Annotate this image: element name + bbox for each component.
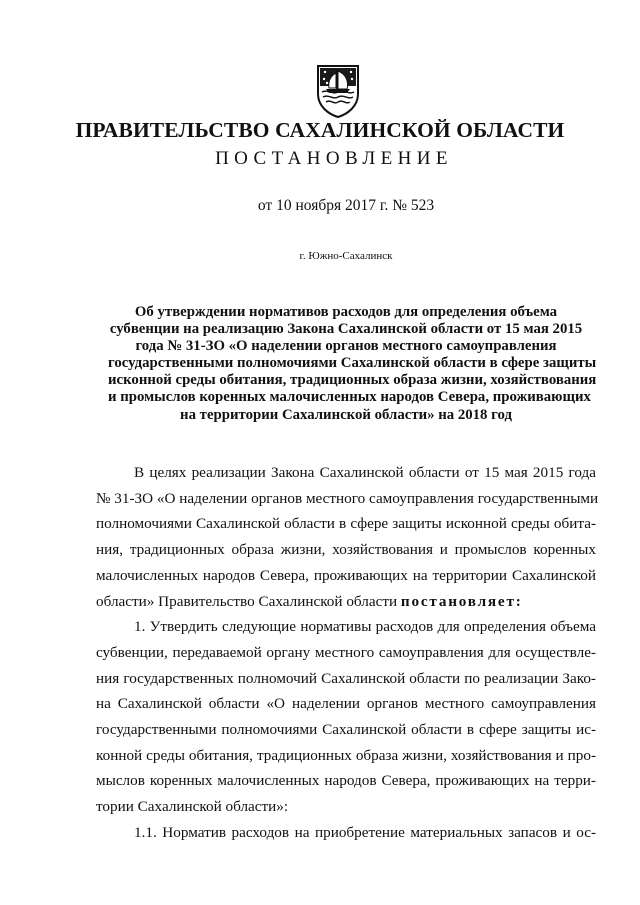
body-line: государственными полномочиями Сахалинской области в сфере защиты ис- [96, 721, 596, 739]
document-body [96, 460, 599, 846]
coat-of-arms-icon [316, 64, 360, 118]
paragraph-item-1 [96, 614, 596, 820]
body-line: тории Сахалинской области»: [96, 798, 289, 816]
organization-name: ПРАВИТЕЛЬСТВО САХАЛИНСКОЙ ОБЛАСТИ [75, 118, 565, 142]
paragraph-item-1-1 [96, 820, 596, 846]
resolves-keyword: постановляет: [400, 592, 523, 610]
body-line-text: области» Правительство Сахалинской области [96, 592, 401, 610]
title-line: и промыслов коренных малочисленных народов Севера, проживающих [108, 389, 591, 406]
title-line: субвенции на реализацию Закона Сахалинской области от 15 мая 2015 [109, 321, 583, 338]
paragraph-preamble [96, 460, 599, 614]
document-type: ПОСТАНОВЛЕНИЕ [215, 148, 453, 169]
body-line: конной среды обитания, традиционных образа жизни, хозяйствования и про- [96, 746, 596, 764]
body-line: малочисленных народов Севера, проживающих на территории Сахалинской [96, 566, 596, 584]
body-line: полномочиями Сахалинской области в сфере защиты исконной среды обита- [96, 515, 596, 533]
body-line: 1. Утвердить следующие нормативы расходов для определения объема [134, 618, 596, 636]
body-line [96, 589, 596, 615]
body-line: № 31-ЗО «О наделении органов местного самоуправления государственными [96, 489, 599, 507]
body-line: 1.1. Норматив расходов на приобретение материальных запасов и ос- [134, 823, 596, 841]
body-line: на Сахалинской области «О наделении органов местного самоуправления [96, 695, 596, 713]
title-line: исконной среды обитания, традиционных образа жизни, хозяйствования [108, 372, 597, 389]
title-line: Об утверждении нормативов расходов для определения объема [134, 304, 558, 320]
body-line: мыслов коренных малочисленных народов Севера, проживающих на терри- [96, 772, 596, 790]
date-and-number: от 10 ноября 2017 г. № 523 [257, 197, 435, 214]
title-line: на территории Сахалинской области» на 2018 год [180, 406, 512, 423]
title-line: государственными полномочиями Сахалинской области в сфере защиты [108, 355, 597, 372]
body-line: субвенции, передаваемой органу местного самоуправления для осуществле- [96, 643, 596, 661]
city-name: г. Южно-Сахалинск [299, 250, 393, 262]
body-line: В целях реализации Закона Сахалинской области от 15 мая 2015 года [134, 464, 596, 481]
title-line: года № 31-ЗО «О наделении органов местного самоуправления [135, 338, 557, 355]
document-title [108, 304, 597, 424]
body-line: ния государственных полномочий Сахалинской области по реализации Зако- [96, 669, 596, 687]
body-line: ния, традиционных образа жизни, хозяйствования и промыслов коренных [96, 541, 596, 559]
